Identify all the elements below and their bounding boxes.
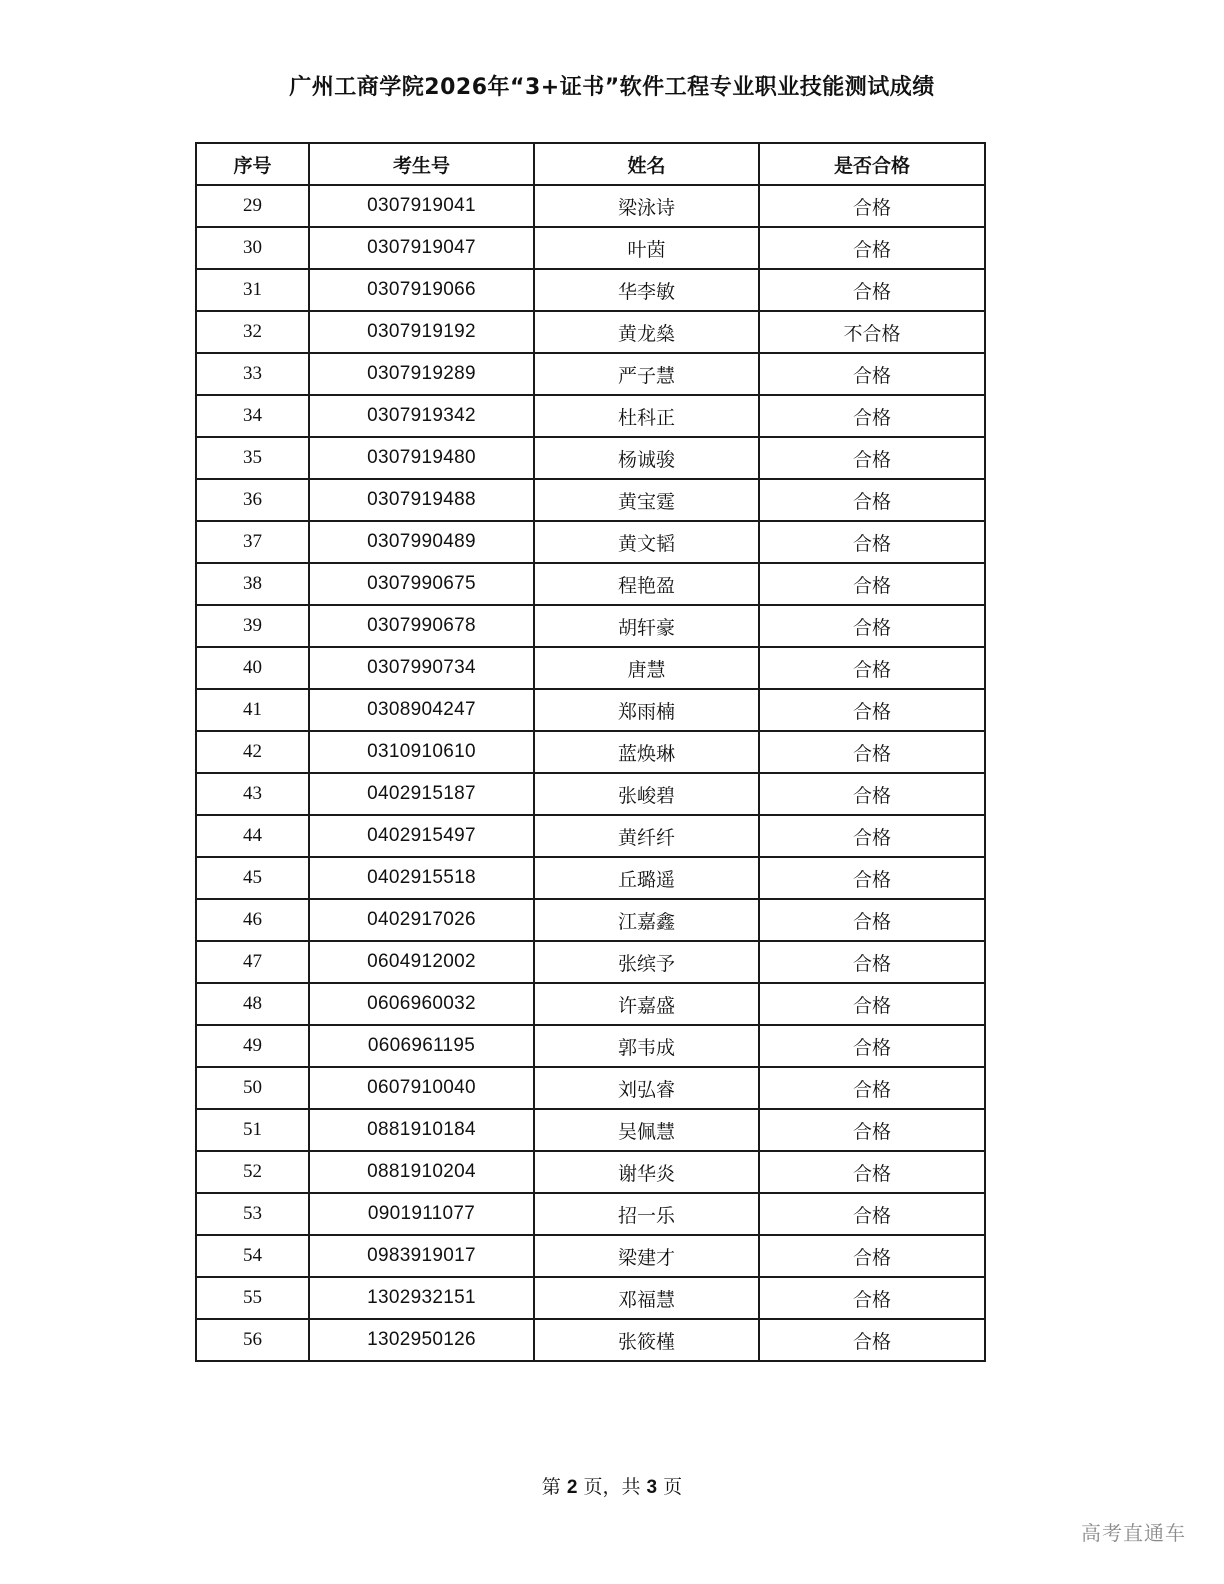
cell-name: 唐慧 xyxy=(534,647,759,689)
cell-seq: 42 xyxy=(196,731,309,773)
cell-name: 郑雨楠 xyxy=(534,689,759,731)
cell-seq: 43 xyxy=(196,773,309,815)
cell-result: 合格 xyxy=(759,857,985,899)
table-row xyxy=(196,1067,985,1109)
cell-name: 招一乐 xyxy=(534,1193,759,1235)
table-row xyxy=(196,269,985,311)
cell-name: 丘璐遥 xyxy=(534,857,759,899)
table-row xyxy=(196,1277,985,1319)
cell-result: 合格 xyxy=(759,1319,985,1361)
cell-seq: 31 xyxy=(196,269,309,311)
table-row xyxy=(196,311,985,353)
cell-result: 合格 xyxy=(759,899,985,941)
cell-result: 合格 xyxy=(759,395,985,437)
cell-seq: 45 xyxy=(196,857,309,899)
cell-exam-no: 0310910610 xyxy=(309,731,534,773)
cell-result: 合格 xyxy=(759,605,985,647)
cell-name: 张缤予 xyxy=(534,941,759,983)
cell-exam-no: 1302950126 xyxy=(309,1319,534,1361)
cell-exam-no: 0606961195 xyxy=(309,1025,534,1067)
cell-exam-no: 0402915497 xyxy=(309,815,534,857)
table-header-row xyxy=(196,143,985,185)
watermark: 高考直通车 xyxy=(1081,1521,1186,1545)
cell-seq: 38 xyxy=(196,563,309,605)
table-row xyxy=(196,1109,985,1151)
table-row xyxy=(196,479,985,521)
cell-exam-no: 0604912002 xyxy=(309,941,534,983)
table-row xyxy=(196,1319,985,1361)
table-row xyxy=(196,857,985,899)
cell-seq: 52 xyxy=(196,1151,309,1193)
cell-result: 合格 xyxy=(759,479,985,521)
table-row xyxy=(196,437,985,479)
cell-exam-no: 0881910204 xyxy=(309,1151,534,1193)
cell-result: 合格 xyxy=(759,647,985,689)
table-row xyxy=(196,521,985,563)
table-row xyxy=(196,647,985,689)
table-row xyxy=(196,227,985,269)
cell-name: 叶茵 xyxy=(534,227,759,269)
cell-result: 合格 xyxy=(759,353,985,395)
cell-seq: 39 xyxy=(196,605,309,647)
table-row xyxy=(196,1235,985,1277)
cell-seq: 41 xyxy=(196,689,309,731)
cell-name: 吴佩慧 xyxy=(534,1109,759,1151)
cell-result: 合格 xyxy=(759,773,985,815)
cell-exam-no: 0606960032 xyxy=(309,983,534,1025)
cell-name: 黄纤纤 xyxy=(534,815,759,857)
cell-name: 郭韦成 xyxy=(534,1025,759,1067)
cell-name: 严子慧 xyxy=(534,353,759,395)
cell-result: 合格 xyxy=(759,521,985,563)
table-row xyxy=(196,563,985,605)
cell-result: 合格 xyxy=(759,227,985,269)
cell-name: 杨诚骏 xyxy=(534,437,759,479)
cell-result: 合格 xyxy=(759,1067,985,1109)
cell-result: 合格 xyxy=(759,815,985,857)
cell-name: 胡轩豪 xyxy=(534,605,759,647)
cell-exam-no: 0307919041 xyxy=(309,185,534,227)
cell-result: 不合格 xyxy=(759,311,985,353)
cell-seq: 29 xyxy=(196,185,309,227)
table-row xyxy=(196,605,985,647)
cell-seq: 47 xyxy=(196,941,309,983)
page-footer xyxy=(0,1472,1224,1499)
cell-exam-no: 1302932151 xyxy=(309,1277,534,1319)
cell-name: 黄龙燊 xyxy=(534,311,759,353)
cell-name: 黄宝霆 xyxy=(534,479,759,521)
cell-exam-no: 0402915187 xyxy=(309,773,534,815)
table-row xyxy=(196,353,985,395)
cell-seq: 49 xyxy=(196,1025,309,1067)
cell-result: 合格 xyxy=(759,731,985,773)
table-row xyxy=(196,815,985,857)
cell-result: 合格 xyxy=(759,1277,985,1319)
footer-prefix: 第 xyxy=(541,1476,561,1498)
cell-exam-no: 0307919488 xyxy=(309,479,534,521)
cell-name: 许嘉盛 xyxy=(534,983,759,1025)
table-row xyxy=(196,1151,985,1193)
cell-name: 杜科正 xyxy=(534,395,759,437)
footer-middle: 页，共 xyxy=(583,1476,641,1498)
cell-exam-no: 0901911077 xyxy=(309,1193,534,1235)
cell-exam-no: 0307990734 xyxy=(309,647,534,689)
cell-exam-no: 0308904247 xyxy=(309,689,534,731)
cell-name: 梁建才 xyxy=(534,1235,759,1277)
cell-exam-no: 0307990678 xyxy=(309,605,534,647)
cell-result: 合格 xyxy=(759,1025,985,1067)
cell-result: 合格 xyxy=(759,563,985,605)
cell-seq: 50 xyxy=(196,1067,309,1109)
cell-exam-no: 0307919066 xyxy=(309,269,534,311)
cell-name: 邓福慧 xyxy=(534,1277,759,1319)
cell-exam-no: 0607910040 xyxy=(309,1067,534,1109)
cell-result: 合格 xyxy=(759,1193,985,1235)
cell-result: 合格 xyxy=(759,437,985,479)
cell-seq: 44 xyxy=(196,815,309,857)
header-exam-no: 考生号 xyxy=(309,143,534,185)
cell-result: 合格 xyxy=(759,1151,985,1193)
cell-seq: 56 xyxy=(196,1319,309,1361)
cell-result: 合格 xyxy=(759,1109,985,1151)
table-row xyxy=(196,899,985,941)
table-row xyxy=(196,185,985,227)
table-row xyxy=(196,983,985,1025)
cell-seq: 40 xyxy=(196,647,309,689)
cell-exam-no: 0307919342 xyxy=(309,395,534,437)
cell-exam-no: 0983919017 xyxy=(309,1235,534,1277)
cell-result: 合格 xyxy=(759,185,985,227)
table-body xyxy=(196,185,985,1361)
footer-page-number: 2 xyxy=(566,1477,578,1498)
cell-seq: 35 xyxy=(196,437,309,479)
cell-seq: 53 xyxy=(196,1193,309,1235)
cell-seq: 34 xyxy=(196,395,309,437)
cell-exam-no: 0307919480 xyxy=(309,437,534,479)
cell-result: 合格 xyxy=(759,941,985,983)
cell-name: 梁泳诗 xyxy=(534,185,759,227)
cell-seq: 51 xyxy=(196,1109,309,1151)
cell-result: 合格 xyxy=(759,1235,985,1277)
cell-name: 张峻碧 xyxy=(534,773,759,815)
cell-name: 张筱槿 xyxy=(534,1319,759,1361)
cell-name: 蓝焕琳 xyxy=(534,731,759,773)
table-row xyxy=(196,773,985,815)
cell-seq: 54 xyxy=(196,1235,309,1277)
cell-exam-no: 0307919192 xyxy=(309,311,534,353)
table-row xyxy=(196,1025,985,1067)
cell-name: 黄文韬 xyxy=(534,521,759,563)
cell-seq: 36 xyxy=(196,479,309,521)
table-row xyxy=(196,941,985,983)
cell-exam-no: 0307990489 xyxy=(309,521,534,563)
cell-result: 合格 xyxy=(759,689,985,731)
table-row xyxy=(196,1193,985,1235)
table-row xyxy=(196,689,985,731)
cell-exam-no: 0307919047 xyxy=(309,227,534,269)
cell-seq: 30 xyxy=(196,227,309,269)
cell-exam-no: 0307990675 xyxy=(309,563,534,605)
cell-seq: 55 xyxy=(196,1277,309,1319)
scores-table xyxy=(195,142,986,1362)
page-title: 广州工商学院2026年“3+证书”软件工程专业职业技能测试成绩 xyxy=(289,75,935,100)
table-row xyxy=(196,395,985,437)
footer-total-pages: 3 xyxy=(646,1477,658,1498)
cell-exam-no: 0402915518 xyxy=(309,857,534,899)
cell-name: 刘弘睿 xyxy=(534,1067,759,1109)
cell-seq: 33 xyxy=(196,353,309,395)
cell-exam-no: 0881910184 xyxy=(309,1109,534,1151)
cell-result: 合格 xyxy=(759,269,985,311)
footer-suffix: 页 xyxy=(663,1476,683,1498)
cell-seq: 46 xyxy=(196,899,309,941)
header-result: 是否合格 xyxy=(759,143,985,185)
cell-name: 程艳盈 xyxy=(534,563,759,605)
table-row xyxy=(196,731,985,773)
header-name: 姓名 xyxy=(534,143,759,185)
cell-name: 华李敏 xyxy=(534,269,759,311)
header-seq: 序号 xyxy=(196,143,309,185)
cell-name: 江嘉鑫 xyxy=(534,899,759,941)
cell-result: 合格 xyxy=(759,983,985,1025)
cell-exam-no: 0307919289 xyxy=(309,353,534,395)
cell-name: 谢华炎 xyxy=(534,1151,759,1193)
cell-seq: 48 xyxy=(196,983,309,1025)
cell-seq: 37 xyxy=(196,521,309,563)
cell-exam-no: 0402917026 xyxy=(309,899,534,941)
cell-seq: 32 xyxy=(196,311,309,353)
